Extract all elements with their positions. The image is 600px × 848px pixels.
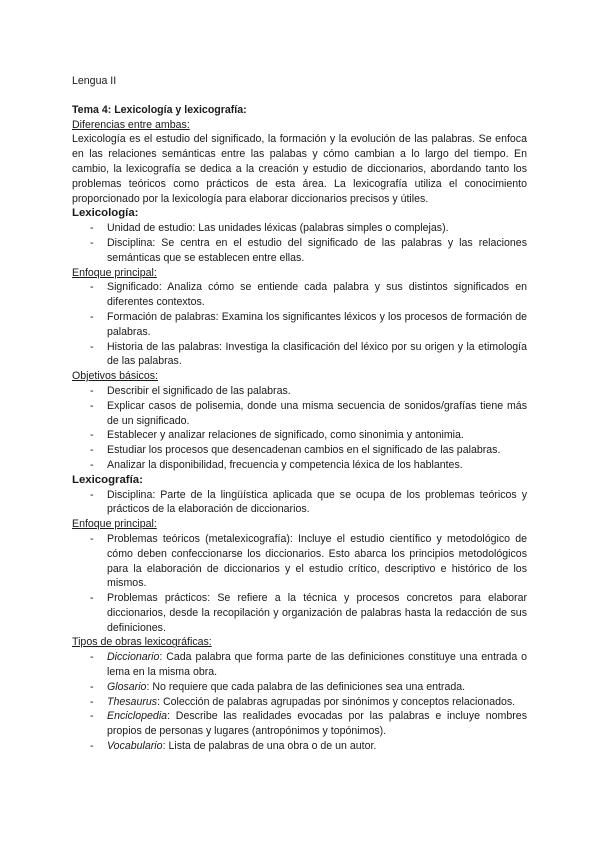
- term-description: : Lista de palabras de una obra o de un autor.: [162, 740, 377, 753]
- list-item: [72, 709, 527, 739]
- term-description: : Cada palabra que forma parte de las definiciones constituye una entrada o lema en la misma obra.: [107, 651, 527, 679]
- term-glosario: Glosario: [107, 680, 147, 693]
- term-description: : Colección de palabras agrupadas por sinónimos y conceptos relacionados.: [157, 695, 516, 708]
- list-item: [72, 695, 527, 710]
- objetivos-heading: Objetivos básicos:: [72, 370, 158, 383]
- term-thesaurus: Thesaurus: [107, 695, 158, 708]
- list-item: - Unidad de estudio: Las unidades léxicas (palabras simples o complejas).: [72, 221, 527, 236]
- list-item: [72, 650, 527, 680]
- list-item: - Formación de palabras: Examina los significantes léxicos y los procesos de formación de palabras.: [72, 310, 527, 340]
- list-item: - Explicar casos de polisemia, donde una misma secuencia de sonidos/grafías tiene más de un significado.: [72, 399, 527, 429]
- tipos-list: [72, 650, 527, 754]
- list-item: - Disciplina: Se centra en el estudio del significado de las palabras y las relaciones semánticas que se establecen entre ellas.: [72, 236, 527, 266]
- document-content: [72, 74, 527, 754]
- list-item: - Describir el significado de las palabras.: [72, 384, 527, 399]
- lexicografia-enfoque-list: [72, 532, 527, 636]
- term-diccionario: Diccionario: [107, 651, 160, 664]
- term-description: : No requiere que cada palabra de las definiciones sea una entrada.: [146, 680, 466, 693]
- objetivos-list: [72, 384, 527, 473]
- lexicografia-list: [72, 488, 527, 518]
- list-item: [72, 739, 527, 754]
- list-item: - Establecer y analizar relaciones de significado, como sinonimia y antonimia.: [72, 428, 527, 443]
- lexicografia-enfoque-heading: Enfoque principal:: [72, 518, 157, 531]
- topic-title: Tema 4: Lexicología y lexicografía:: [72, 103, 247, 116]
- lexicografia-heading: Lexicografía:: [72, 473, 143, 486]
- tipos-heading: Tipos de obras lexicográficas:: [72, 636, 212, 649]
- lexicologia-enfoque-list: [72, 280, 527, 369]
- lexicologia-heading: Lexicología:: [72, 207, 139, 220]
- list-item: - Disciplina: Parte de la lingüística aplicada que se ocupa de los problemas teóricos y prácticos de la elaboración de diccionarios.: [72, 488, 527, 518]
- list-item: - Analizar la disponibilidad, frecuencia y competencia léxica de los hablantes.: [72, 458, 527, 473]
- list-item: - Historia de las palabras: Investiga la clasificación del léxico por su origen y la etimología de las palabras.: [72, 340, 527, 370]
- differences-paragraph: Lexicología es el estudio del significado, la formación y la evolución de las palabras. Se enfoca en las relaciones semánticas entre las palabas y cómo cambian a lo largo del tiempo. En cambio, la lexicografía se dedica a la creación y estudio de diccionarios, abordando tanto los problemas teóricos como prácticos de esta área. La lexicografía utiliza el conocimiento proporcionado por la lexicología para elaborar diccionarios precisos y útiles.: [72, 133, 527, 205]
- list-item: - Problemas teóricos (metalexicografía): Incluye el estudio científico y metodológico de cómo deben confeccionarse los diccionarios. Esto abarca los principios metodológicos para la elaboración de diccionarios y el estudio crítico, descriptivo e histórico de los mismos.: [72, 532, 527, 591]
- term-enciclopedia: Enciclopedia: [107, 710, 168, 723]
- list-item: - Estudiar los procesos que desencadenan cambios en el significado de las palabras.: [72, 443, 527, 458]
- term-description: : Describe las realidades evocadas por las palabras e incluye nombres propios de personas y lugares (antropónimos y topónimos).: [107, 710, 527, 738]
- list-item: - Significado: Analiza cómo se entiende cada palabra y sus distintos significados en diferentes contextos.: [72, 280, 527, 310]
- list-item: - Problemas prácticos: Se refiere a la técnica y procesos concretos para elaborar diccionarios, desde la recopilación y organización de palabras hasta la redacción de sus definiciones.: [72, 591, 527, 635]
- course-name: Lengua II: [72, 75, 117, 87]
- differences-heading: Diferencias entre ambas:: [72, 118, 190, 131]
- term-vocabulario: Vocabulario: [107, 740, 163, 753]
- lexicologia-enfoque-heading: Enfoque principal:: [72, 266, 157, 279]
- lexicologia-list: [72, 221, 527, 265]
- list-item: [72, 680, 527, 695]
